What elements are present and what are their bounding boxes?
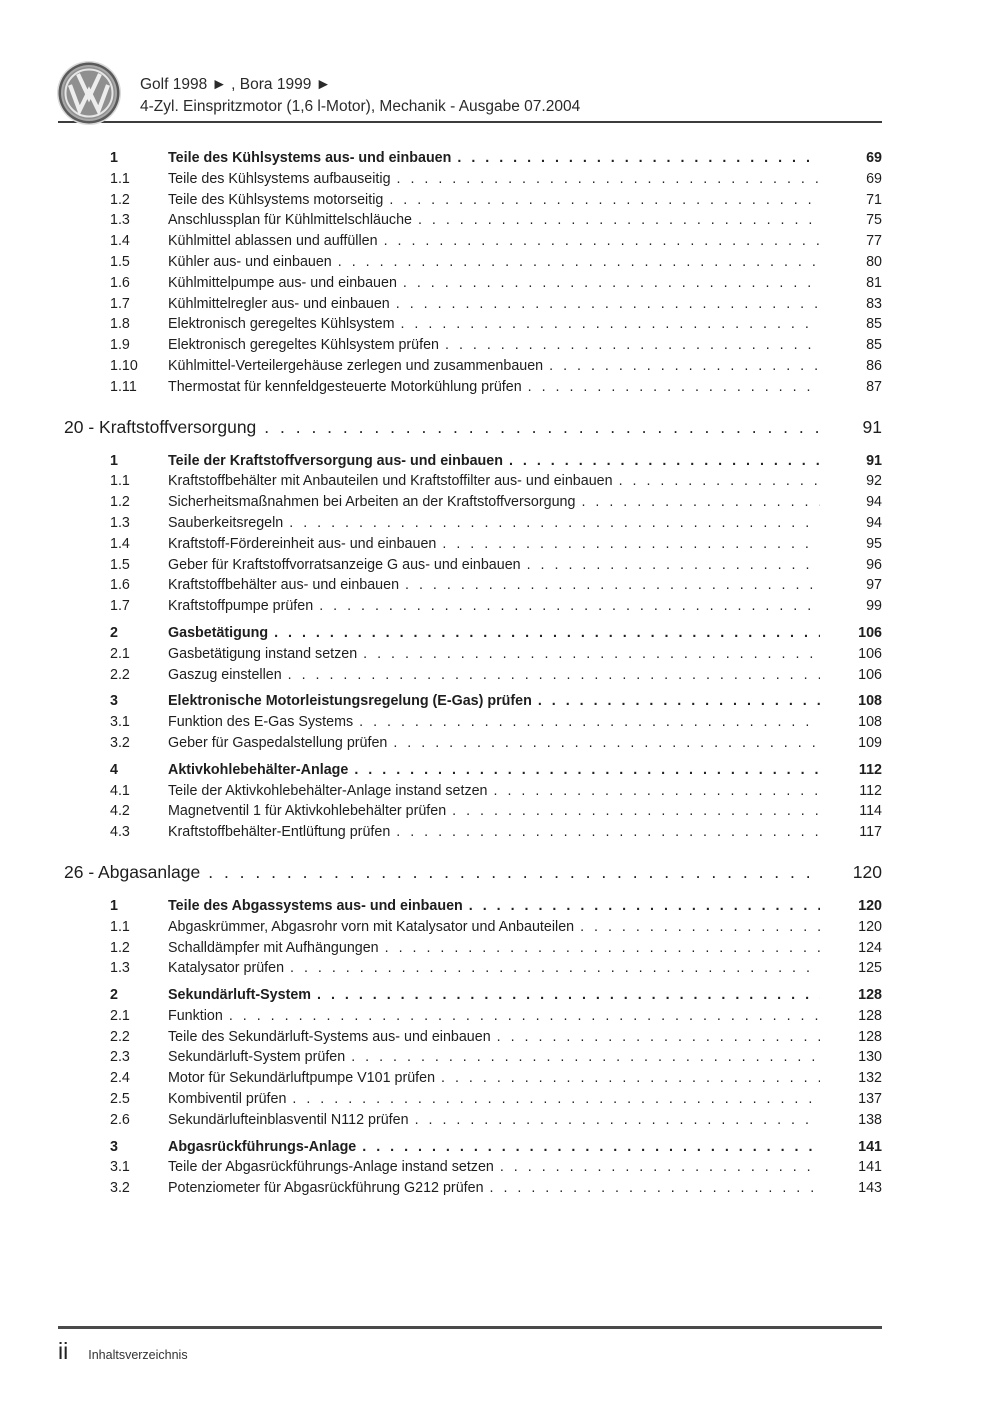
- toc-item-row: [58, 254, 882, 275]
- item-number: 1.7: [110, 598, 130, 615]
- header-model-line: Golf 1998 ► , Bora 1999 ►: [140, 76, 331, 93]
- toc-item-row: [58, 296, 882, 317]
- item-number: 1.3: [110, 514, 130, 531]
- item-number: 2.1: [110, 1007, 130, 1024]
- dot-leader: [497, 1029, 820, 1045]
- item-title: Teile der Aktivkohlebehälter-Anlage instand setzen: [168, 782, 488, 799]
- toc-item-row: [58, 803, 882, 824]
- item-title: Gasbetätigung: [168, 624, 269, 641]
- toc-section-heading-row: [58, 862, 882, 892]
- item-title: Aktivkohlebehälter-Anlage: [168, 761, 349, 778]
- item-title: Teile des Sekundärluft-Systems aus- und einbauen: [168, 1028, 491, 1045]
- item-page-number: 75: [866, 212, 882, 229]
- section-heading-page-number: 91: [862, 416, 882, 437]
- toc-item-row: [58, 693, 882, 714]
- toc-item-row: [58, 515, 882, 536]
- item-number: 1: [110, 897, 118, 914]
- item-number: 2.3: [110, 1049, 130, 1066]
- dot-leader: [208, 862, 820, 883]
- dot-leader: [441, 1070, 820, 1086]
- toc-item-row: [58, 494, 882, 515]
- item-title: Elektronische Motorleistungsregelung (E-Gas) prüfen: [168, 693, 532, 710]
- footer-page-number: ii: [58, 1338, 69, 1364]
- dot-leader: [393, 735, 820, 751]
- item-page-number: 112: [859, 782, 882, 799]
- toc-section-heading-row: [58, 417, 882, 447]
- dot-leader: [527, 557, 820, 573]
- toc-item-row: [58, 735, 882, 756]
- toc-item-row: [58, 379, 882, 400]
- item-number: 1.7: [110, 295, 130, 312]
- item-number: 4.2: [110, 803, 130, 820]
- item-number: 2.2: [110, 666, 130, 683]
- item-title: Sicherheitsmaßnahmen bei Arbeiten an der Kraftstoffversorgung: [168, 494, 576, 511]
- item-title: Geber für Gaspedalstellung prüfen: [168, 734, 388, 751]
- item-page-number: 106: [858, 666, 882, 683]
- dot-leader: [338, 254, 820, 270]
- toc-item-row: [58, 714, 882, 735]
- toc-item-row: [58, 557, 882, 578]
- toc-item-row: [58, 150, 882, 171]
- dot-leader: [385, 940, 820, 956]
- item-page-number: 87: [866, 378, 882, 395]
- item-title: Teile des Abgassystems aus- und einbauen: [168, 897, 463, 914]
- item-title: Motor für Sekundärluftpumpe V101 prüfen: [168, 1070, 436, 1087]
- item-page-number: 83: [866, 295, 882, 312]
- item-number: 3: [110, 693, 118, 710]
- toc: [58, 123, 882, 1201]
- section-heading-page-number: 120: [852, 861, 882, 882]
- toc-item-row: [58, 1008, 882, 1029]
- item-number: 1.2: [110, 494, 130, 511]
- toc-item-row: [58, 212, 882, 233]
- item-page-number: 132: [858, 1070, 882, 1087]
- dot-leader: [457, 150, 820, 166]
- toc-item-row: [58, 1139, 882, 1160]
- dot-leader: [290, 960, 820, 976]
- item-number: 1.4: [110, 233, 130, 250]
- item-title: Kraftstoff-Fördereinheit aus- und einbauen: [168, 535, 437, 552]
- item-number: 2.1: [110, 645, 130, 662]
- item-title: Sekundärlufteinblasventil N112 prüfen: [168, 1111, 409, 1128]
- item-title: Potenziometer für Abgasrückführung G212 prüfen: [168, 1180, 484, 1197]
- toc-item-row: [58, 192, 882, 213]
- item-page-number: 69: [866, 150, 882, 166]
- toc-item-row: [58, 898, 882, 919]
- item-page-number: 94: [866, 514, 882, 531]
- item-page-number: 86: [866, 357, 882, 374]
- dot-leader: [400, 316, 820, 332]
- item-page-number: 81: [866, 274, 882, 291]
- dot-leader: [494, 783, 821, 799]
- item-number: 2: [110, 624, 118, 641]
- item-number: 1.8: [110, 316, 130, 333]
- item-title: Teile des Kühlsystems aus- und einbauen: [168, 150, 452, 166]
- item-page-number: 128: [858, 1007, 882, 1024]
- toc-group: [58, 150, 882, 400]
- toc-item-row: [58, 1029, 882, 1050]
- toc-item-row: [58, 337, 882, 358]
- toc-item-row: [58, 358, 882, 379]
- item-number: 1.1: [110, 473, 130, 490]
- toc-item-row: [58, 453, 882, 474]
- item-title: Kraftstoffpumpe prüfen: [168, 598, 314, 615]
- item-number: 1.6: [110, 274, 130, 291]
- item-title: Schalldämpfer mit Aufhängungen: [168, 939, 379, 956]
- item-number: 1.3: [110, 960, 130, 977]
- header-edition-line: 4-Zyl. Einspritzmotor (1,6 l-Motor), Mechanik - Ausgabe 07.2004: [140, 98, 581, 115]
- dot-leader: [445, 337, 820, 353]
- dot-leader: [229, 1008, 820, 1024]
- dot-leader: [359, 714, 820, 730]
- item-title: Teile des Kühlsystems aufbauseitig: [168, 170, 391, 187]
- item-page-number: 114: [859, 803, 882, 820]
- dot-leader: [538, 693, 820, 709]
- item-page-number: 106: [858, 645, 882, 662]
- toc-group: [58, 417, 882, 845]
- toc-item-row: [58, 1159, 882, 1180]
- item-number: 1.9: [110, 337, 130, 354]
- item-number: 1: [110, 452, 118, 469]
- item-number: 3: [110, 1138, 118, 1155]
- toc-group: [58, 862, 882, 1201]
- item-page-number: 94: [866, 494, 882, 511]
- toc-item-row: [58, 960, 882, 981]
- toc-item-row: [58, 1070, 882, 1091]
- item-number: 1.2: [110, 191, 130, 208]
- item-page-number: 137: [858, 1091, 882, 1108]
- dot-leader: [384, 233, 820, 249]
- toc-item-row: [58, 171, 882, 192]
- header-rule: [58, 121, 882, 123]
- toc-item-row: [58, 762, 882, 783]
- item-page-number: 92: [866, 473, 882, 490]
- toc-item-row: [58, 275, 882, 296]
- item-title: Kraftstoffbehälter aus- und einbauen: [168, 577, 400, 594]
- item-page-number: 112: [858, 761, 882, 778]
- dot-leader: [452, 803, 820, 819]
- item-page-number: 120: [858, 897, 882, 914]
- item-number: 1.10: [110, 357, 138, 374]
- item-page-number: 96: [866, 556, 882, 573]
- item-number: 2.6: [110, 1111, 130, 1128]
- item-title: Abgaskrümmer, Abgasrohr vorn mit Katalysator und Anbauteilen: [168, 918, 575, 935]
- item-page-number: 85: [866, 316, 882, 333]
- item-page-number: 128: [858, 1028, 882, 1045]
- item-title: Anschlussplan für Kühlmittelschläuche: [168, 212, 412, 229]
- item-page-number: 120: [858, 918, 882, 935]
- dot-leader: [292, 1091, 820, 1107]
- item-number: 1.2: [110, 939, 130, 956]
- item-number: 1.1: [110, 918, 130, 935]
- item-title: Gasbetätigung instand setzen: [168, 645, 358, 662]
- toc-item-row: [58, 316, 882, 337]
- dot-leader: [363, 646, 820, 662]
- toc-item-row: [58, 233, 882, 254]
- item-number: 1.5: [110, 556, 130, 573]
- toc-item-row: [58, 1091, 882, 1112]
- item-title: Kühlmittel ablassen und auffüllen: [168, 233, 378, 250]
- toc-item-row: [58, 598, 882, 619]
- item-title: Kühlmittel-Verteilergehäuse zerlegen und zusammenbauen: [168, 357, 544, 374]
- dot-leader: [490, 1180, 820, 1196]
- item-page-number: 71: [866, 191, 882, 208]
- item-title: Kühlmittelpumpe aus- und einbauen: [168, 274, 397, 291]
- item-title: Kombiventil prüfen: [168, 1091, 287, 1108]
- item-page-number: 130: [858, 1049, 882, 1066]
- dot-leader: [528, 379, 820, 395]
- toc-item-row: [58, 940, 882, 961]
- dot-leader: [442, 536, 820, 552]
- item-number: 1.11: [110, 378, 137, 395]
- toc-item-row: [58, 783, 882, 804]
- item-number: 1.1: [110, 170, 130, 187]
- dot-leader: [580, 919, 820, 935]
- item-page-number: 141: [858, 1138, 882, 1155]
- item-number: 1.3: [110, 212, 130, 229]
- dot-leader: [264, 417, 820, 438]
- item-number: 4.3: [110, 824, 130, 841]
- item-page-number: 108: [858, 693, 882, 710]
- item-number: 1.5: [110, 253, 130, 270]
- item-page-number: 109: [858, 734, 882, 751]
- item-title: Sekundärluft-System prüfen: [168, 1049, 346, 1066]
- page-header: [58, 0, 882, 123]
- toc-item-row: [58, 577, 882, 598]
- dot-leader: [581, 494, 820, 510]
- item-title: Elektronisch geregeltes Kühlsystem prüfen: [168, 337, 439, 354]
- item-page-number: 97: [866, 577, 882, 594]
- item-number: 3.1: [110, 1159, 130, 1176]
- item-title: Kühler aus- und einbauen: [168, 253, 332, 270]
- dot-leader: [415, 1112, 820, 1128]
- dot-leader: [319, 598, 820, 614]
- item-page-number: 69: [866, 170, 882, 187]
- dot-leader: [403, 275, 820, 291]
- toc-item-row: [58, 667, 882, 688]
- item-page-number: 141: [858, 1159, 882, 1176]
- vw-logo-icon: [56, 60, 122, 126]
- page-footer: [58, 1326, 882, 1363]
- item-number: 2.2: [110, 1028, 130, 1045]
- dot-leader: [389, 192, 820, 208]
- item-title: Teile der Abgasrückführungs-Anlage instand setzen: [168, 1159, 494, 1176]
- item-title: Sekundärluft-System: [168, 987, 312, 1004]
- footer-section-label: Inhaltsverzeichnis: [88, 1348, 188, 1362]
- item-page-number: 80: [866, 253, 882, 270]
- toc-item-row: [58, 824, 882, 845]
- item-title: Gaszug einstellen: [168, 666, 282, 683]
- item-title: Elektronisch geregeltes Kühlsystem: [168, 316, 395, 333]
- item-title: Kühlmittelregler aus- und einbauen: [168, 295, 390, 312]
- item-title: Thermostat für kennfeldgesteuerte Motorkühlung prüfen: [168, 378, 522, 395]
- item-title: Abgasrückführungs-Anlage: [168, 1138, 357, 1155]
- toc-item-row: [58, 987, 882, 1008]
- toc-item-row: [58, 646, 882, 667]
- item-number: 3.1: [110, 714, 130, 731]
- dot-leader: [549, 358, 820, 374]
- dot-leader: [288, 667, 820, 683]
- dot-leader: [289, 515, 820, 531]
- item-page-number: 108: [858, 714, 882, 731]
- item-page-number: 128: [858, 987, 882, 1004]
- dot-leader: [317, 987, 820, 1003]
- dot-leader: [362, 1139, 820, 1155]
- item-number: 4: [110, 761, 118, 778]
- toc-item-row: [58, 919, 882, 940]
- item-page-number: 117: [859, 824, 882, 841]
- item-page-number: 85: [866, 337, 882, 354]
- item-number: 1: [110, 150, 118, 166]
- dot-leader: [351, 1049, 820, 1065]
- dot-leader: [396, 296, 820, 312]
- dot-leader: [396, 824, 820, 840]
- section-heading-label: 26 - Abgasanlage: [64, 861, 201, 882]
- item-number: 4.1: [110, 782, 130, 799]
- item-number: 1.4: [110, 535, 130, 552]
- item-title: Kraftstoffbehälter-Entlüftung prüfen: [168, 824, 391, 841]
- item-page-number: 91: [866, 452, 882, 469]
- item-page-number: 77: [866, 233, 882, 250]
- toc-item-row: [58, 1180, 882, 1201]
- item-page-number: 124: [858, 939, 882, 956]
- item-number: 3.2: [110, 734, 130, 751]
- item-title: Funktion des E-Gas Systems: [168, 714, 354, 731]
- toc-item-row: [58, 1112, 882, 1133]
- toc-item-row: [58, 625, 882, 646]
- dot-leader: [418, 212, 820, 228]
- item-number: 1.6: [110, 577, 130, 594]
- item-page-number: 138: [858, 1111, 882, 1128]
- item-number: 2: [110, 987, 118, 1004]
- item-title: Magnetventil 1 für Aktivkohlebehälter prüfen: [168, 803, 447, 820]
- item-page-number: 143: [858, 1180, 882, 1197]
- item-title: Funktion: [168, 1007, 223, 1024]
- dot-leader: [354, 762, 820, 778]
- item-page-number: 99: [866, 598, 882, 615]
- dot-leader: [274, 625, 820, 641]
- item-number: 2.4: [110, 1070, 130, 1087]
- item-page-number: 106: [858, 624, 882, 641]
- dot-leader: [500, 1159, 820, 1175]
- dot-leader: [469, 898, 820, 914]
- item-number: 2.5: [110, 1091, 130, 1108]
- item-title: Teile des Kühlsystems motorseitig: [168, 191, 384, 208]
- item-title: Geber für Kraftstoffvorratsanzeige G aus- und einbauen: [168, 556, 521, 573]
- item-page-number: 125: [858, 960, 882, 977]
- dot-leader: [397, 171, 820, 187]
- item-title: Teile der Kraftstoffversorgung aus- und einbauen: [168, 452, 503, 469]
- item-title: Katalysator prüfen: [168, 960, 285, 977]
- item-title: Sauberkeitsregeln: [168, 514, 284, 531]
- dot-leader: [509, 453, 820, 469]
- item-page-number: 95: [866, 535, 882, 552]
- toc-item-row: [58, 473, 882, 494]
- dot-leader: [405, 577, 820, 593]
- item-title: Kraftstoffbehälter mit Anbauteilen und Kraftstoffilter aus- und einbauen: [168, 473, 613, 490]
- section-heading-label: 20 - Kraftstoffversorgung: [64, 416, 257, 437]
- item-number: 3.2: [110, 1180, 130, 1197]
- toc-item-row: [58, 1049, 882, 1070]
- dot-leader: [619, 473, 820, 489]
- toc-item-row: [58, 536, 882, 557]
